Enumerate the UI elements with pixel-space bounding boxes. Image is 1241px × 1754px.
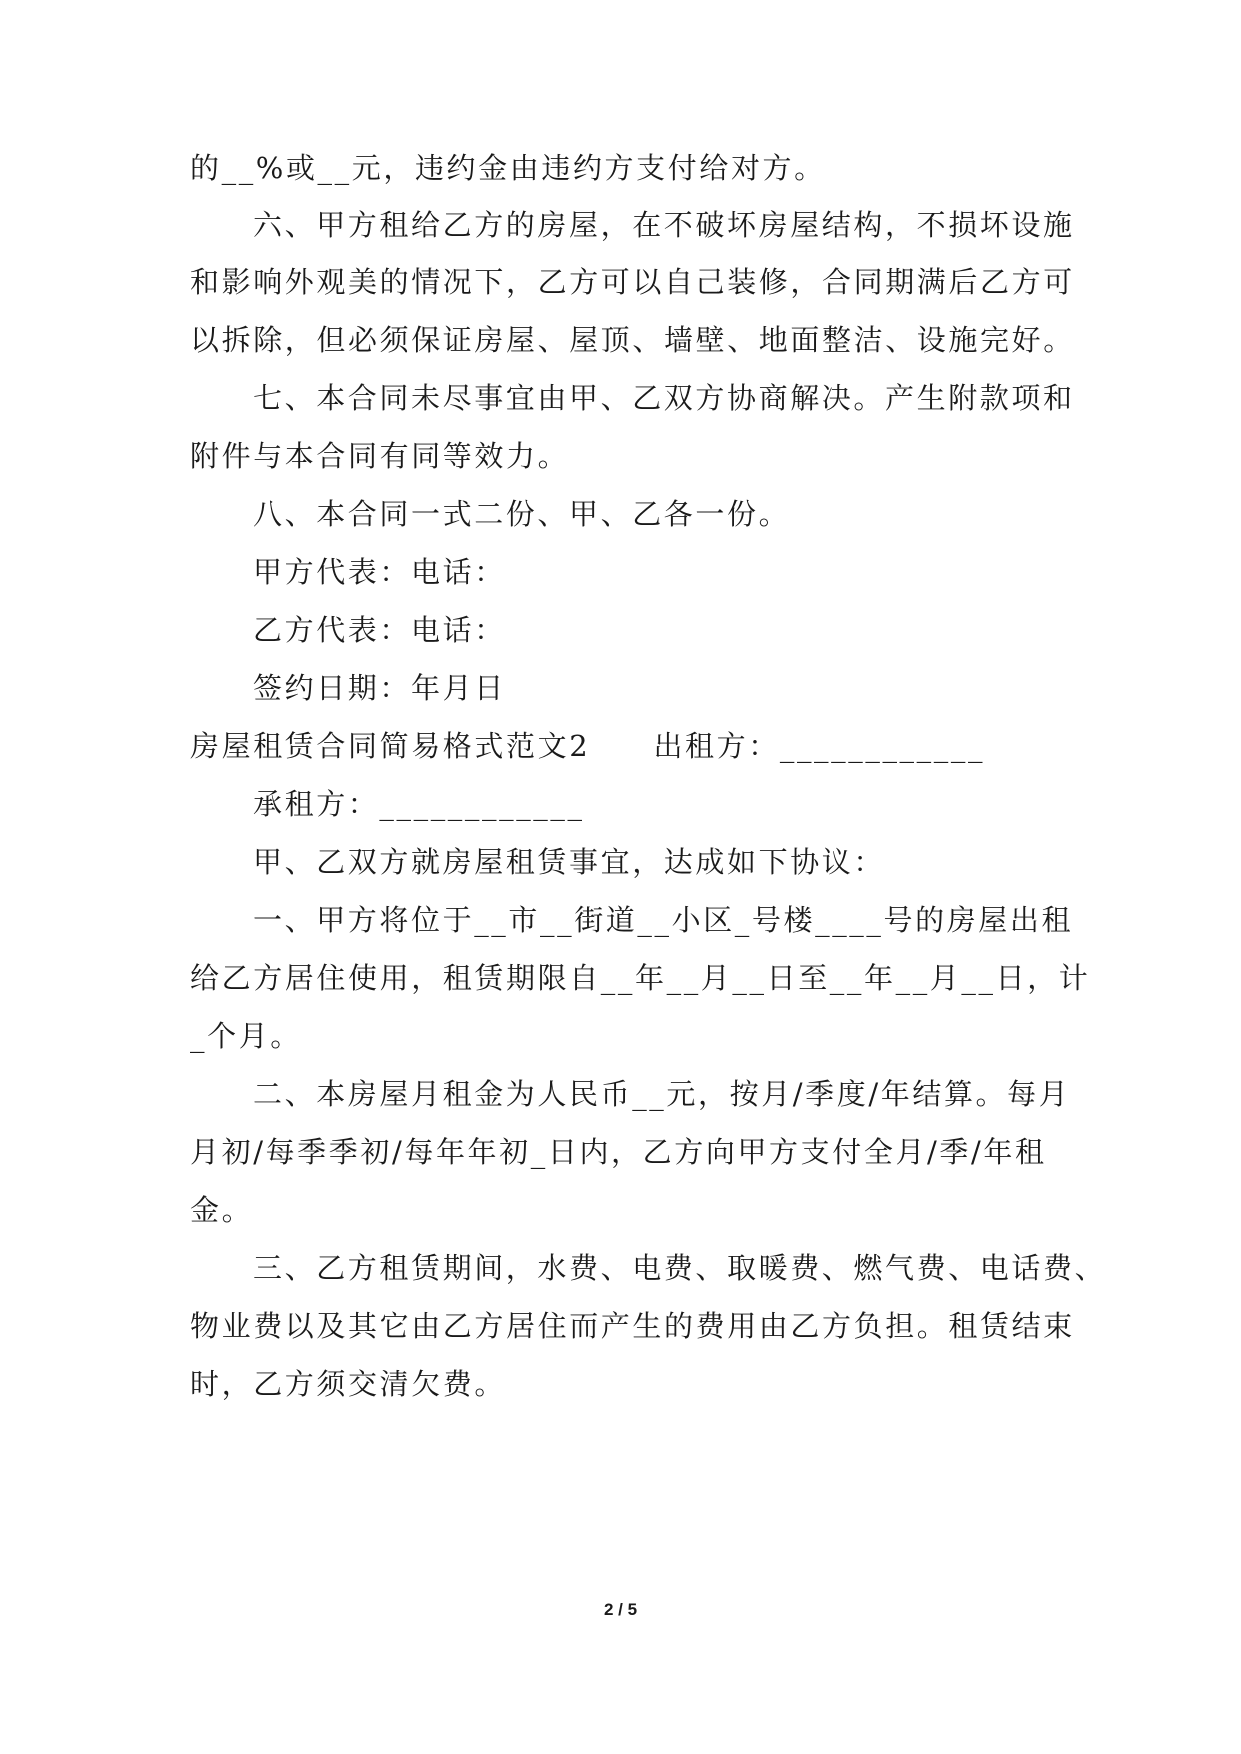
text-line: 以拆除，但必须保证房屋、屋顶、墙壁、地面整洁、设施完好。 [190,323,1075,357]
text-line: 给乙方居住使用，租赁期限自__年__月__日至__年__月__日，计 [190,961,1091,995]
text-line: 的__%或__元，违约金由违约方支付给对方。 [190,151,826,185]
clause-one-line: 一、甲方将位于__市__街道__小区_号楼____号的房屋出租 [253,903,1074,937]
party-a-signature-line: 甲方代表：电话： [253,555,506,589]
lessee-line: 承租方：____________ [253,787,585,821]
text-line: 月初/每季季初/每年年初_日内，乙方向甲方支付全月/季/年租 [190,1135,1047,1169]
sign-date-line: 签约日期：年月日 [253,671,506,705]
text-line: 时，乙方须交清欠费。 [190,1367,507,1401]
clause-six-line: 六、甲方租给乙方的房屋，在不破坏房屋结构，不损坏设施 [253,208,1075,242]
clause-seven-line: 七、本合同未尽事宜由甲、乙双方协商解决。产生附款项和 [253,381,1075,415]
page-number: 2 / 5 [603,1600,638,1619]
agreement-intro-line: 甲、乙双方就房屋租赁事宜，达成如下协议： [253,845,886,879]
clause-two-line: 二、本房屋月租金为人民币__元，按月/季度/年结算。每月 [253,1077,1071,1111]
section-title-line: 房屋租赁合同简易格式范文2 出租方：____________ [190,729,986,763]
text-line: 和影响外观美的情况下，乙方可以自己装修，合同期满后乙方可 [190,265,1075,299]
text-line: 附件与本合同有同等效力。 [190,439,570,473]
text-line: 金。 [190,1193,254,1227]
text-line: 物业费以及其它由乙方居住而产生的费用由乙方负担。租赁结束 [190,1309,1075,1343]
text-line: _个月。 [190,1019,302,1053]
party-b-signature-line: 乙方代表：电话： [253,613,506,647]
clause-three-line: 三、乙方租赁期间，水费、电费、取暖费、燃气费、电话费、 [253,1251,1107,1285]
clause-eight-line: 八、本合同一式二份、甲、乙各一份。 [253,497,791,531]
